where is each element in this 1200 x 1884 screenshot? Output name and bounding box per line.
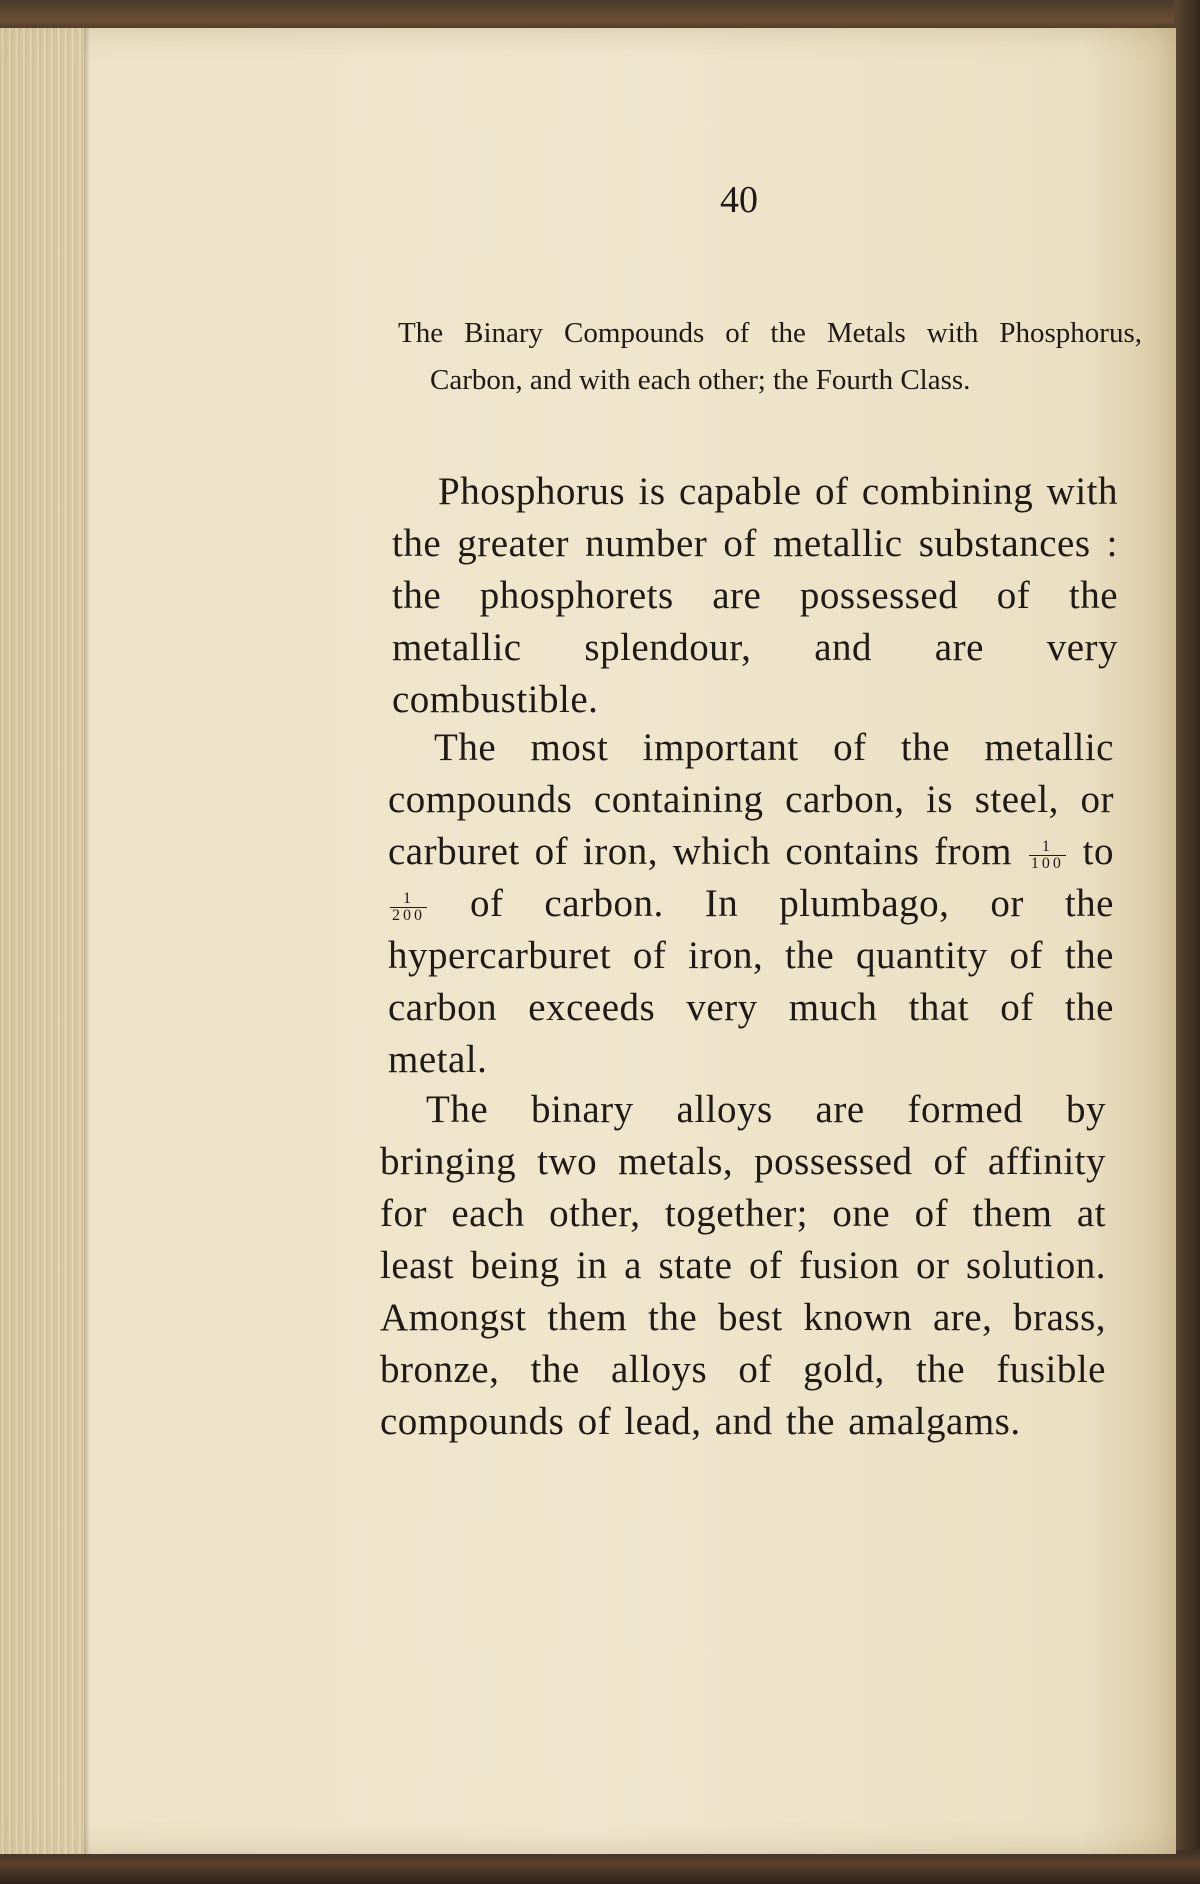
paragraph-carbon-to: to: [1082, 830, 1115, 873]
page-edges: [0, 28, 84, 1854]
page-number: 40: [720, 179, 758, 221]
fraction-numerator: 1: [390, 891, 427, 908]
fraction-one-two-hundredth: [390, 891, 427, 924]
fraction-numerator: 1: [1029, 839, 1066, 856]
fraction-one-hundredth: [1029, 839, 1066, 872]
fraction-denominator: 100: [1030, 854, 1064, 872]
gutter-shadow: [84, 28, 90, 1854]
paragraph-carbon: [388, 722, 1114, 1086]
paragraph-alloys: The binary alloys are formed by bringing two metals, possessed of affinity for each other, together; one of them at least being in a state of fusion or solution. Amongst them the best known are, brass, bronze, the alloys of gold, the fusible compounds of lead, and the amalgams.: [380, 1088, 1106, 1443]
fraction-denominator: 200: [392, 906, 425, 924]
book-cover-bottom: [0, 1850, 1200, 1884]
section-heading: The Binary Compounds of the Metals with Phosphorus, Carbon, and with each other; the Fourth Class.: [398, 317, 1142, 396]
paragraph-carbon-text-1: The most important of the metallic compounds containing carbon, is steel, or carburet of iron, which contains from: [388, 726, 1114, 873]
paragraph-carbon-text-2: of carbon. In plumbago, or the hypercarburet of iron, the quantity of the carbon exceeds very much that of the metal.: [388, 882, 1114, 1081]
paragraph-phosphorus: Phosphorus is capable of combining with the greater number of metallic substances : the phosphorets are possessed of the metallic splendour, and are very combustible.: [392, 470, 1118, 721]
book-cover-right: [1174, 0, 1200, 1884]
